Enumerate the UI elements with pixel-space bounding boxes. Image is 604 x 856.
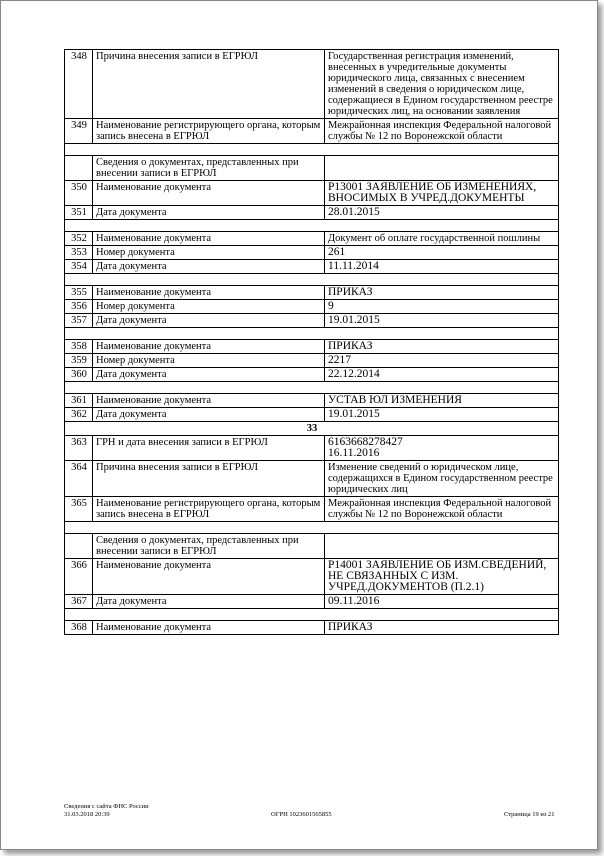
- spacer-cell: [65, 328, 559, 340]
- record-value: 28.01.2015: [325, 206, 559, 220]
- record-number: 362: [65, 408, 93, 422]
- record-row: [65, 595, 559, 609]
- record-label: Дата документа: [93, 206, 325, 220]
- record-number: 356: [65, 300, 93, 314]
- record-number: 364: [65, 461, 93, 497]
- egrul-records-table: [64, 49, 559, 635]
- record-number: 367: [65, 595, 93, 609]
- spacer-row: [65, 274, 559, 286]
- record-row: [65, 314, 559, 328]
- record-row: [65, 354, 559, 368]
- record-value: Р14001 ЗАЯВЛЕНИЕ ОБ ИЗМ.СВЕДЕНИЙ, НЕ СВЯЗАННЫХ С ИЗМ. УЧРЕД.ДОКУМЕНТОВ (П.2.1): [325, 559, 559, 595]
- spacer-row: [65, 220, 559, 232]
- spacer-row: [65, 382, 559, 394]
- spacer-row: [65, 522, 559, 534]
- record-value: Государственная регистрация изменений, внесенных в учредительные документы юридического лица, связанных с внесением изменений в сведения о юридическом лице, содержащиеся в Едином государственном реестре юридических лиц, на основании заявления: [325, 50, 559, 119]
- footer-source: [64, 803, 149, 819]
- record-label: Наименование документа: [93, 286, 325, 300]
- record-value: ПРИКАЗ: [325, 621, 559, 635]
- record-row: [65, 119, 559, 144]
- record-value: Межрайонная инспекция Федеральной налоговой службы № 12 по Воронежской области: [325, 497, 559, 522]
- record-number: 368: [65, 621, 93, 635]
- record-label: ГРН и дата внесения записи в ЕГРЮЛ: [93, 436, 325, 461]
- spacer-cell: [65, 522, 559, 534]
- record-number: 354: [65, 260, 93, 274]
- record-row: [65, 621, 559, 635]
- record-label: Наименование документа: [93, 621, 325, 635]
- record-row: [65, 497, 559, 522]
- record-row: [65, 436, 559, 461]
- footer-source-date: 31.03.2018 20:39: [64, 811, 110, 818]
- record-number: 359: [65, 354, 93, 368]
- footer-ogrn: ОГРН 1023601565855: [271, 811, 332, 818]
- record-row: [65, 232, 559, 246]
- record-label: Наименование документа: [93, 232, 325, 246]
- record-row: [65, 181, 559, 206]
- record-number: [65, 156, 93, 181]
- footer-page-number: Страница 19 из 21: [504, 811, 555, 818]
- spacer-cell: [65, 382, 559, 394]
- record-number: 351: [65, 206, 93, 220]
- record-label: Наименование документа: [93, 340, 325, 354]
- record-label: Дата документа: [93, 314, 325, 328]
- spacer-row: [65, 328, 559, 340]
- section-number-row: [65, 422, 559, 436]
- record-number: 353: [65, 246, 93, 260]
- record-value: 261: [325, 246, 559, 260]
- record-row: [65, 50, 559, 119]
- record-label: Причина внесения записи в ЕГРЮЛ: [93, 50, 325, 119]
- record-value: УСТАВ ЮЛ ИЗМЕНЕНИЯ: [325, 394, 559, 408]
- record-number: 366: [65, 559, 93, 595]
- record-number: 358: [65, 340, 93, 354]
- record-label: Наименование документа: [93, 559, 325, 595]
- record-number: 357: [65, 314, 93, 328]
- record-number: 349: [65, 119, 93, 144]
- spacer-cell: [65, 144, 559, 156]
- spacer-cell: [65, 274, 559, 286]
- record-number: 352: [65, 232, 93, 246]
- record-number: 361: [65, 394, 93, 408]
- record-row: [65, 300, 559, 314]
- record-value: Документ об оплате государственной пошлины: [325, 232, 559, 246]
- record-row: [65, 534, 559, 559]
- record-value: 9: [325, 300, 559, 314]
- record-label: Дата документа: [93, 595, 325, 609]
- record-value: Р13001 ЗАЯВЛЕНИЕ ОБ ИЗМЕНЕНИЯХ, ВНОСИМЫХ В УЧРЕД.ДОКУМЕНТЫ: [325, 181, 559, 206]
- record-label: Сведения о документах, представленных при внесении записи в ЕГРЮЛ: [93, 534, 325, 559]
- record-label: Номер документа: [93, 300, 325, 314]
- spacer-cell: [65, 220, 559, 232]
- record-value: Межрайонная инспекция Федеральной налоговой службы № 12 по Воронежской области: [325, 119, 559, 144]
- record-value: 19.01.2015: [325, 408, 559, 422]
- record-row: [65, 394, 559, 408]
- record-value: 22.12.2014: [325, 368, 559, 382]
- record-value: 2217: [325, 354, 559, 368]
- record-label: Сведения о документах, представленных при внесении записи в ЕГРЮЛ: [93, 156, 325, 181]
- record-label: Номер документа: [93, 354, 325, 368]
- record-value: Изменение сведений о юридическом лице, содержащихся в Едином государственном реестре юридических лиц: [325, 461, 559, 497]
- record-number: [65, 534, 93, 559]
- record-label: Наименование регистрирующего органа, которым запись внесена в ЕГРЮЛ: [93, 497, 325, 522]
- record-label: Дата документа: [93, 408, 325, 422]
- record-row: [65, 559, 559, 595]
- record-label: Наименование документа: [93, 394, 325, 408]
- record-row: [65, 246, 559, 260]
- record-row: [65, 206, 559, 220]
- record-value: 6163668278427 16.11.2016: [325, 436, 559, 461]
- record-row: [65, 156, 559, 181]
- record-number: 365: [65, 497, 93, 522]
- record-label: Наименование регистрирующего органа, которым запись внесена в ЕГРЮЛ: [93, 119, 325, 144]
- record-value: 11.11.2014: [325, 260, 559, 274]
- record-row: [65, 408, 559, 422]
- record-value: ПРИКАЗ: [325, 340, 559, 354]
- record-number: 360: [65, 368, 93, 382]
- record-row: [65, 260, 559, 274]
- spacer-cell: [65, 609, 559, 621]
- spacer-row: [65, 144, 559, 156]
- record-row: [65, 340, 559, 354]
- record-label: Наименование документа: [93, 181, 325, 206]
- record-row: [65, 461, 559, 497]
- record-number: 350: [65, 181, 93, 206]
- record-label: Дата документа: [93, 368, 325, 382]
- record-number: 355: [65, 286, 93, 300]
- record-number: 348: [65, 50, 93, 119]
- record-value: [325, 534, 559, 559]
- record-label: Номер документа: [93, 246, 325, 260]
- footer-source-title: Сведения с сайта ФНС России: [64, 803, 149, 810]
- record-value: 19.01.2015: [325, 314, 559, 328]
- record-value: 09.11.2016: [325, 595, 559, 609]
- record-label: Причина внесения записи в ЕГРЮЛ: [93, 461, 325, 497]
- spacer-row: [65, 609, 559, 621]
- record-label: Дата документа: [93, 260, 325, 274]
- record-row: [65, 286, 559, 300]
- record-number: 363: [65, 436, 93, 461]
- section-number: 33: [65, 422, 559, 436]
- record-row: [65, 368, 559, 382]
- record-value: [325, 156, 559, 181]
- record-value: ПРИКАЗ: [325, 286, 559, 300]
